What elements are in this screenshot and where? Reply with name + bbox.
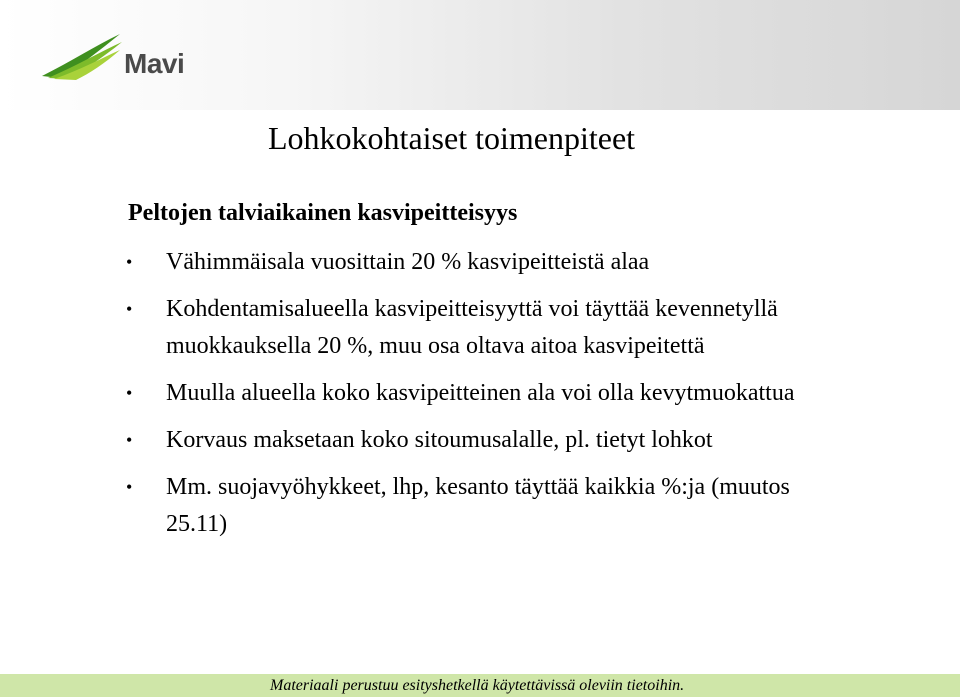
- slide-title: Lohkokohtaiset toimenpiteet: [268, 120, 636, 156]
- bullet-item: [124, 469, 844, 543]
- bullet-text: Kohdentamisalueella kasvipeitteisyyttä voi täyttää kevennetyllä muokkauksella 20 %, muu osa oltava aitoa kasvipeitettä: [166, 296, 778, 359]
- bullet-text: Vähimmäisala vuosittain 20 % kasvipeitteistä alaa: [166, 249, 650, 275]
- bullet-item: [124, 375, 844, 412]
- bullet-icon: •: [126, 477, 133, 497]
- logo-wordmark: Mavi: [124, 48, 185, 79]
- bullet-text: Korvaus maksetaan koko sitoumusalalle, pl. tietyt lohkot: [166, 427, 713, 453]
- bullet-text: Mm. suojavyöhykkeet, lhp, kesanto täyttää kaikkia %:ja (muutos 25.11): [166, 474, 790, 537]
- bullet-icon: •: [126, 299, 133, 319]
- slide-subtitle: Peltojen talviaikainen kasvipeitteisyys: [128, 200, 518, 226]
- bullet-icon: •: [126, 430, 133, 450]
- bullet-item: [124, 244, 844, 281]
- footer-note: Materiaali perustuu esityshetkellä käytettävissä oleviin tietoihin.: [270, 677, 685, 694]
- bullet-text: Muulla alueella koko kasvipeitteinen ala voi olla kevytmuokattua: [166, 380, 795, 406]
- bullet-item: [124, 422, 844, 459]
- bullet-icon: •: [126, 383, 133, 403]
- bullet-item: [124, 291, 844, 365]
- bullet-list: [124, 244, 844, 553]
- bullet-icon: •: [126, 252, 133, 272]
